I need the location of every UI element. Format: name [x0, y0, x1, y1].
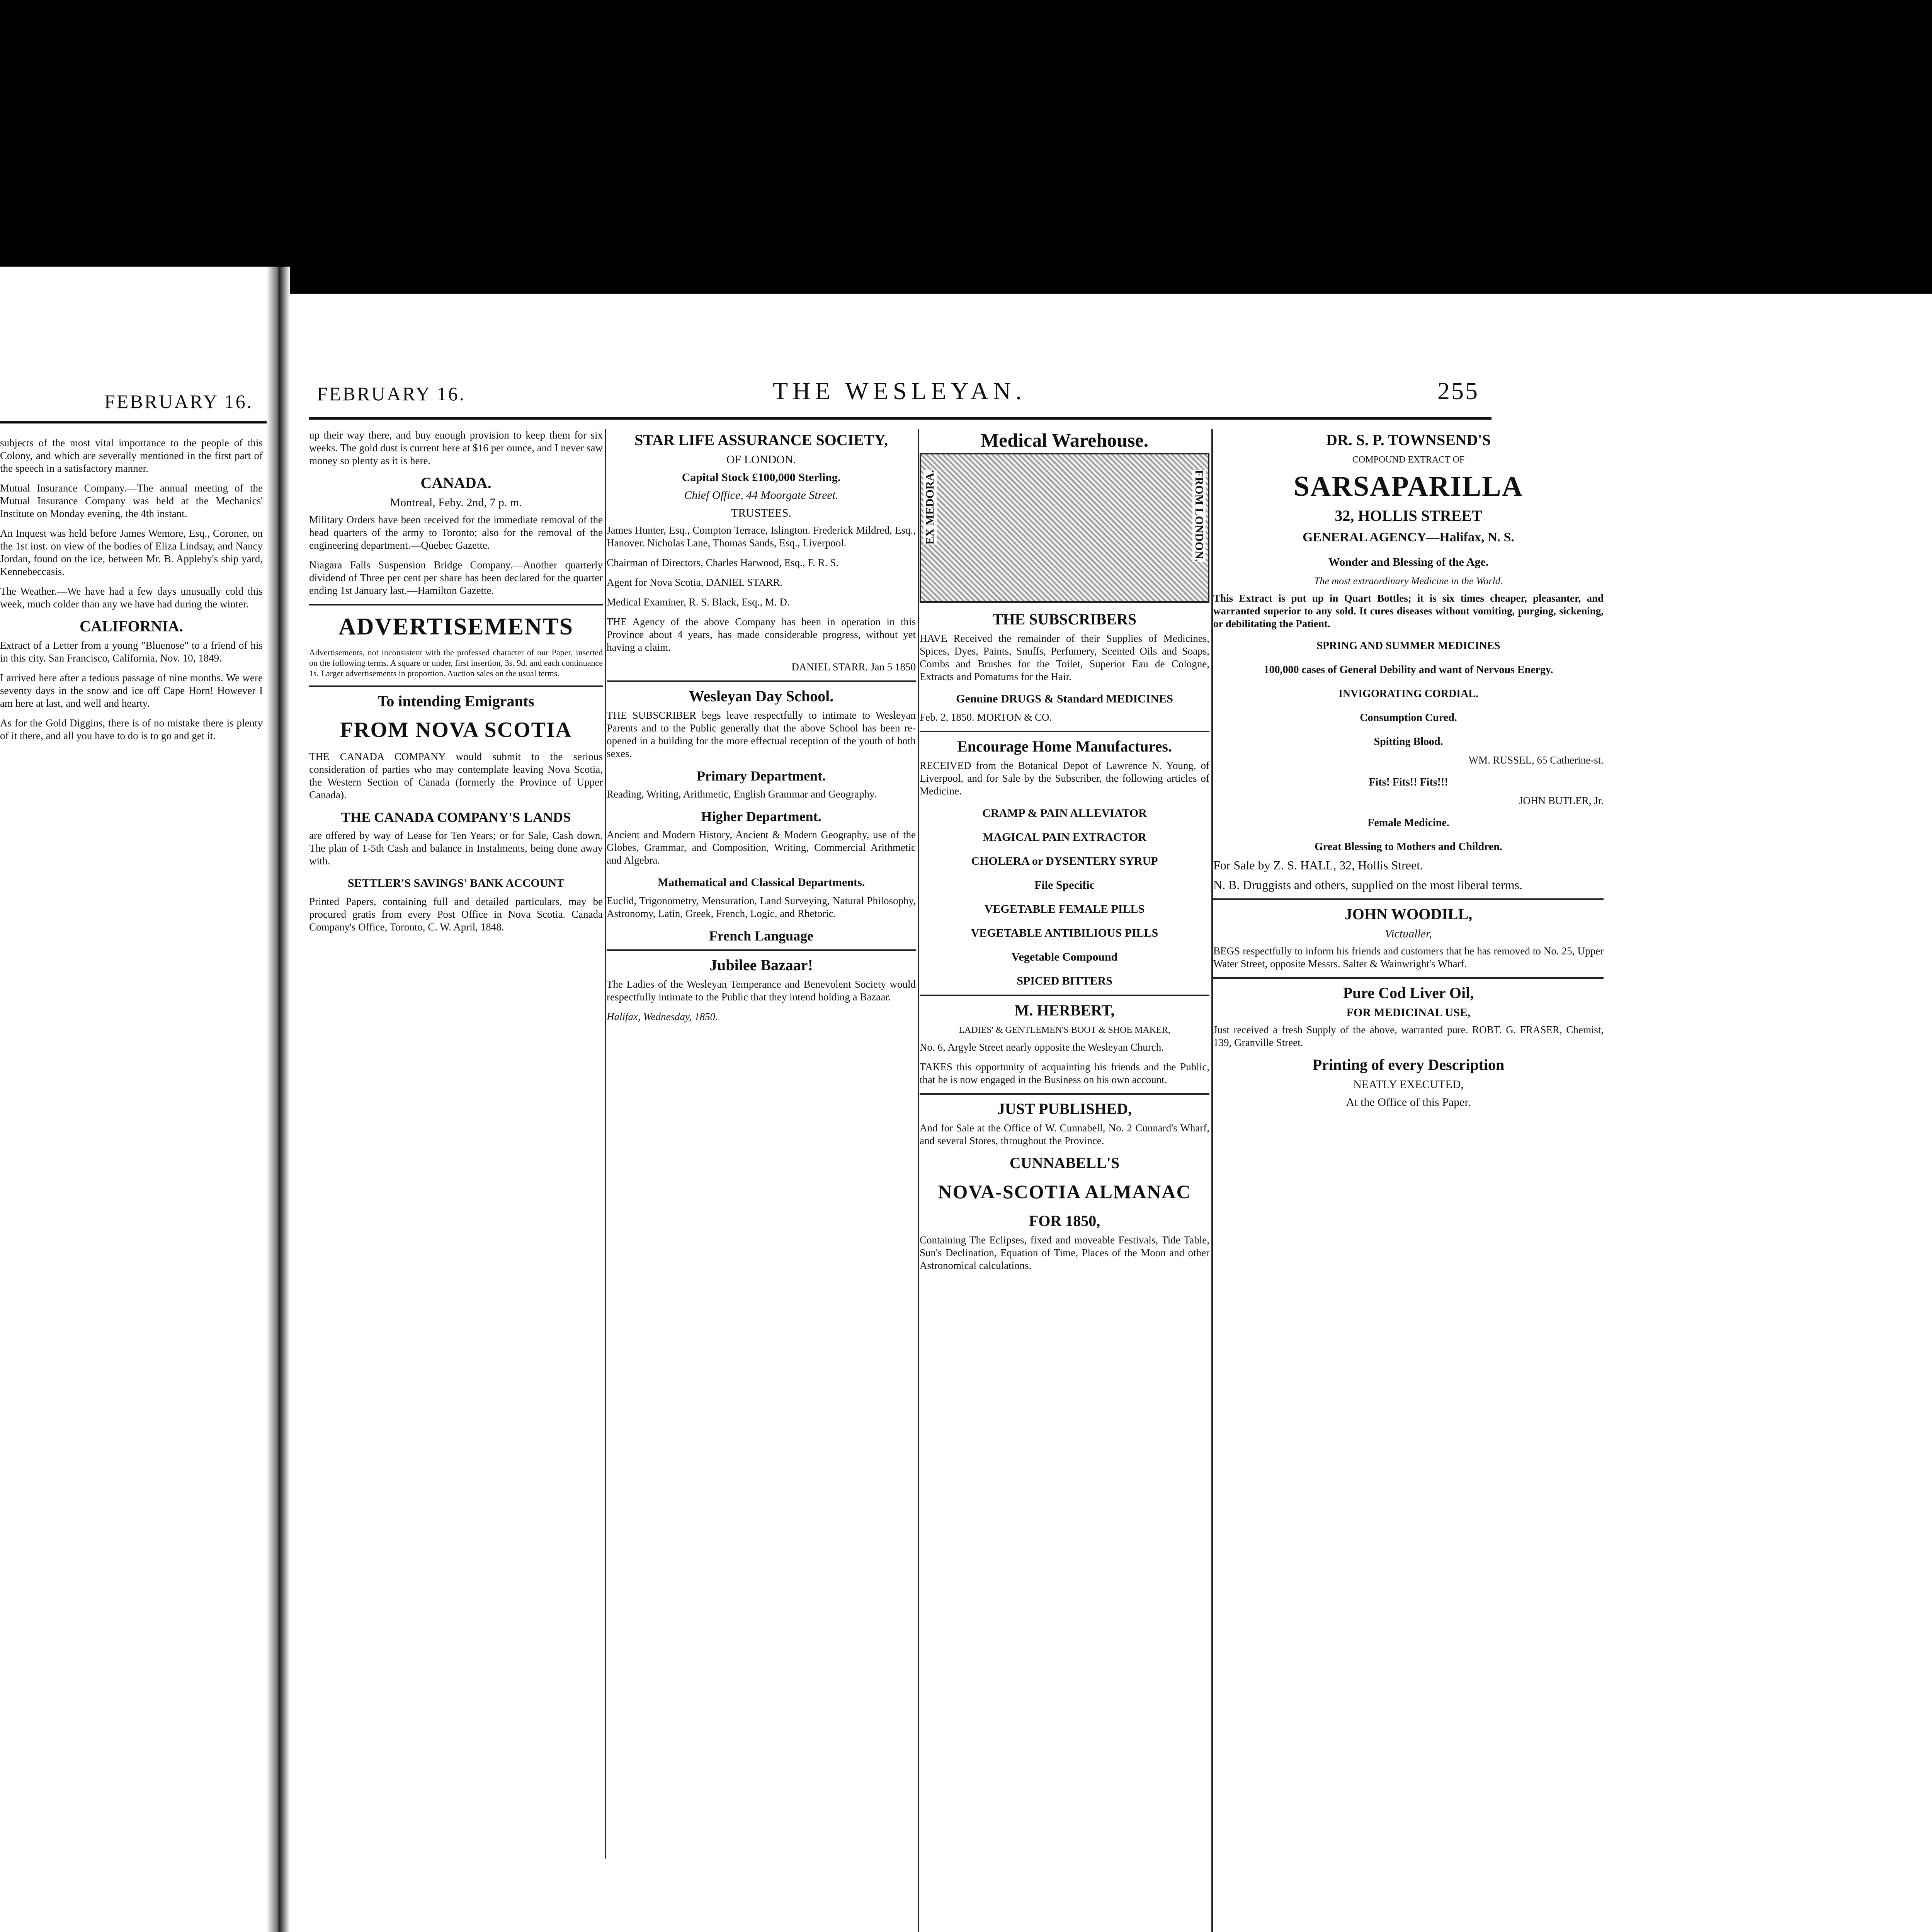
divider: [309, 685, 603, 687]
almanac-title: NOVA-SCOTIA ALMANAC: [938, 1181, 1191, 1202]
encourage-title: Encourage Home Manufactures.: [957, 738, 1172, 755]
header-date: FEBRUARY 16.: [317, 383, 466, 405]
divider: [1213, 977, 1604, 979]
day-school-text: THE SUBSCRIBER begs leave respectfully to intimate to Wesleyan Parents and to the Public generally that the above School has been re-opened in a building for the more effectual reception of the youth of both sexes.: [607, 709, 916, 759]
divider: [920, 731, 1209, 732]
masthead: THE WESLEYAN.: [773, 377, 1027, 405]
cod-liver-text: Just received a fresh Supply of the above, warranted pure. ROBT. G. FRASER, Chemist, 139, Granville Street.: [1213, 1024, 1604, 1048]
column-2: [607, 429, 916, 1932]
divider: [309, 604, 603, 605]
math-text: Euclid, Trigonometry, Mensuration, Land Surveying, Natural Philosophy, Astronomy, Latin, Greek, French, Logic, and Rhetoric.: [607, 895, 916, 919]
left-paragraph: Mutual Insurance Company.—The annual meeting of the Mutual Insurance Company was held at the Mechanics' Institute on Monday evening, the 4th instant.: [0, 482, 263, 519]
left-paragraph: An Inquest was held before James Wemore, Esq., Coroner, on the 1st inst. on view of the bodies of Eliza Lindsay, and Nancy Jordan, found on the ice, between Mr. B. Appleby's ship yard, Kennebeccasis.: [0, 527, 263, 577]
product-name: Vegetable Compound: [1011, 951, 1118, 963]
article-paragraph: up their way there, and buy enough provision to keep them for six weeks. The gold dust is current here at $16 per ounce, and I never saw money so plenty as it is here.: [309, 429, 603, 466]
morton-signoff: Feb. 2, 1850. MORTON & CO.: [920, 711, 1052, 723]
subscribers-text: HAVE Received the remainder of their Supplies of Medicines, Spices, Dyes, Paints, Snuffs, Perfumery, Scented Oils and Soaps, Combs and Brushes for the Toilet, Superior Eau de Cologne, Extracts and Pomatums for the Hair.: [920, 633, 1209, 682]
settler-text: Printed Papers, containing full and detailed particulars, may be procured gratis from every Post Office in Nova Scotia. Canada Company's Office, Toronto, C. W. April, 1848.: [309, 896, 603, 933]
french-language: French Language: [709, 928, 814, 944]
binding-gutter: [267, 267, 290, 1932]
ship-illustration: [920, 453, 1209, 603]
neatly-executed: NEATLY EXECUTED,: [1353, 1078, 1464, 1091]
lands-heading: THE CANADA COMPANY'S LANDS: [341, 810, 571, 825]
compound-extract: COMPOUND EXTRACT OF: [1352, 455, 1465, 465]
townsend-title: DR. S. P. TOWNSEND'S: [1326, 431, 1491, 449]
canada-dateline: Montreal, Feby. 2nd, 7 p. m.: [390, 496, 522, 509]
sarsaparilla-title: SARSAPARILLA: [1293, 471, 1524, 502]
chief-office: Chief Office, 44 Moorgate Street.: [684, 489, 838, 502]
subscribers-heading: THE SUBSCRIBERS: [992, 611, 1137, 628]
product-name: VEGETABLE FEMALE PILLS: [984, 903, 1145, 915]
general-agency: GENERAL AGENCY—Halifax, N. S.: [1303, 530, 1514, 544]
left-paragraph: As for the Gold Diggins, there is of no mistake there is plenty of it there, and all you have to do is to go and get it.: [0, 717, 263, 742]
product-name: CHOLERA or DYSENTERY SYRUP: [971, 855, 1158, 867]
victualler: Victualler,: [1385, 927, 1432, 940]
ex-medora-label: EX MEDORA.: [923, 470, 936, 545]
herbert-subtitle: LADIES' & GENTLEMEN'S BOOT & SHOE MAKER,: [959, 1025, 1170, 1035]
sarsaparilla-text: This Extract is put up in Quart Bottles; it is six times cheaper, pleasanter, and warranted superior to any sold. It cures diseases without vomiting, purging, sickening, or debilitating the Patient.: [1213, 592, 1604, 629]
druggists-note: N. B. Druggists and others, supplied on the most liberal terms.: [1213, 878, 1522, 892]
halifax-dateline: Halifax, Wednesday, 1850.: [607, 1011, 718, 1022]
butler-signature: JOHN BUTLER, Jr.: [1519, 795, 1604, 806]
hollis-street: 32, HOLLIS STREET: [1335, 507, 1482, 524]
cordial-heading: INVIGORATING CORDIAL.: [1338, 688, 1478, 700]
almanac-text: Containing The Eclipses, fixed and moveable Festivals, Tide Table, Sun's Declination, Equation of Time, Places of the Moon and other Astronomical calculations.: [920, 1234, 1209, 1271]
mothers-heading: Great Blessing to Mothers and Children.: [1315, 841, 1502, 853]
cod-liver-title: Pure Cod Liver Oil,: [1343, 984, 1474, 1002]
capital-stock: Capital Stock £100,000 Sterling.: [682, 471, 841, 484]
star-life-title: STAR LIFE ASSURANCE SOCIETY,: [634, 431, 888, 449]
divider: [920, 995, 1209, 996]
received-text: RECEIVED from the Botanical Depot of Lawrence N. Young, of Liverpool, and for Sale by the Subscriber, the following articles of Medicine.: [920, 760, 1209, 797]
star-life-signature: DANIEL STARR. Jan 5 1850: [791, 661, 916, 673]
jubilee-title: Jubilee Bazaar!: [709, 956, 813, 974]
female-heading: Female Medicine.: [1367, 817, 1449, 829]
lands-text: are offered by way of Lease for Ten Years; or for Sale, Cash down. The plan of 1-5th Cash and balance in Instalments, being done away with.: [309, 830, 603, 867]
divider: [920, 1093, 1209, 1095]
left-paragraph: Extract of a Letter from a young "Bluenose" to a friend of his in this city. San Francisco, California, Nov. 10, 1849.: [0, 639, 263, 664]
examiner-text: Medical Examiner, R. S. Black, Esq., M. D.: [607, 596, 790, 608]
extraordinary-subheading: The most extraordinary Medicine in the World.: [1314, 575, 1503, 587]
product-name: File Specific: [1034, 879, 1095, 891]
higher-heading: Higher Department.: [701, 809, 821, 824]
product-name: SPICED BITTERS: [1017, 975, 1112, 987]
herbert-title: M. HERBERT,: [1014, 1002, 1115, 1019]
settler-heading: SETTLER'S SAVINGS' BANK ACCOUNT: [347, 877, 565, 889]
day-school-title: Wesleyan Day School.: [689, 687, 834, 705]
for-sale-line: For Sale by Z. S. HALL, 32, Hollis Street.: [1213, 858, 1423, 872]
emigrants-text: THE CANADA COMPANY would submit to the serious consideration of parties who may contemplate leaving Nova Scotia, the Western Section of Canada (formerly the Province of Upper Canada).: [309, 751, 603, 801]
cunnabell-title: CUNNABELL'S: [1009, 1154, 1120, 1172]
column-divider: [605, 429, 606, 1859]
product-name: CRAMP & PAIN ALLEVIATOR: [982, 807, 1147, 820]
california-heading: CALIFORNIA.: [80, 617, 183, 635]
chairman-text: Chairman of Directors, Charles Harwood, Esq., F. R. S.: [607, 557, 838, 568]
divider: [607, 949, 916, 951]
star-life-city: OF LONDON.: [726, 453, 796, 466]
just-published: JUST PUBLISHED,: [997, 1100, 1132, 1117]
primary-heading: Primary Department.: [697, 768, 826, 784]
column-3: [920, 429, 1209, 1932]
fits-heading: Fits! Fits!! Fits!!!: [1369, 776, 1448, 788]
star-life-body: THE Agency of the above Company has been in operation in this Province about 4 years, has made considerable progress, without yet having a claim.: [607, 616, 916, 653]
header-rule: [309, 417, 1492, 420]
column-1: [309, 429, 603, 1932]
almanac-year: FOR 1850,: [1029, 1212, 1100, 1230]
herbert-text: TAKES this opportunity of acquainting his friends and the Public, that he is now engaged in the Business on his own account.: [920, 1061, 1209, 1085]
divider: [607, 680, 916, 682]
canada-heading: CANADA.: [420, 474, 492, 492]
divider: [1213, 898, 1604, 900]
agent-text: Agent for Nova Scotia, DANIEL STARR.: [607, 577, 783, 588]
printing-title: Printing of every Description: [1312, 1056, 1505, 1073]
emigrants-title: FROM NOVA SCOTIA: [340, 718, 572, 742]
column-divider: [1211, 429, 1213, 1932]
math-heading: Mathematical and Classical Departments.: [657, 876, 865, 889]
column-4: [1213, 429, 1604, 1932]
left-paragraph: The Weather.—We have had a few days unusually cold this week, much colder than any we have had during the winter.: [0, 585, 263, 610]
consumption-heading: Consumption Cured.: [1360, 712, 1457, 724]
trustees-heading: TRUSTEES.: [731, 507, 791, 519]
just-published-text: And for Sale at the Office of W. Cunnabell, No. 2 Cunnard's Wharf, and several Stores, throughout the Province.: [920, 1122, 1209, 1146]
cod-liver-sub: FOR MEDICINAL USE,: [1346, 1006, 1471, 1019]
russel-signature: WM. RUSSEL, 65 Catherine-st.: [1468, 754, 1604, 766]
wonder-heading: Wonder and Blessing of the Age.: [1328, 556, 1489, 568]
product-name: VEGETABLE ANTIBILIOUS PILLS: [971, 927, 1158, 939]
woodill-title: JOHN WOODILL,: [1344, 905, 1473, 923]
niagara-text: Niagara Falls Suspension Bridge Company.—Another quarterly dividend of Three per cent per share has been declared for the quarter ending 1st January last.—Hamilton Gazette.: [309, 559, 603, 596]
from-london-label: FROM LONDON.: [1193, 470, 1206, 562]
left-column: [0, 437, 263, 1932]
product-name: MAGICAL PAIN EXTRACTOR: [983, 831, 1146, 844]
primary-text: Reading, Writing, Arithmetic, English Grammar and Geography.: [607, 788, 877, 800]
spitting-heading: Spitting Blood.: [1374, 736, 1443, 748]
canada-text: Military Orders have been received for the immediate removal of the head quarters of the army to Toronto; also for the removal of the engineering department.—Quebec Gazette.: [309, 514, 603, 551]
trustees-text: James Hunter, Esq., Compton Terrace, Islington. Frederick Mildred, Esq., Hanover. Nicholas Lane, Thomas Sands, Esq., Liverpool.: [607, 524, 916, 549]
debility-heading: 100,000 cases of General Debility and want of Nervous Energy.: [1264, 664, 1553, 676]
column-divider: [918, 429, 919, 1932]
higher-text: Ancient and Modern History, Ancient & Modern Geography, use of the Globes, Grammar, and Composition, Writing, Commercial Arithmetic and Algebra.: [607, 829, 916, 866]
emigrants-kicker: To intending Emigrants: [378, 692, 534, 710]
left-paragraph: I arrived here after a tedious passage of nine months. We were seventy days in the snow and ice off Cape Horn! However I am here at last, and well and hearty.: [0, 672, 263, 709]
left-paragraph: subjects of the most vital importance to the people of this Colony, and which are severally mentioned in the first part of the speech in a satisfactory manner.: [0, 437, 263, 474]
advert-terms: Advertisements, not inconsistent with the professed character of our Paper, inserted on the following terms. A square or under, first insertion, 3s. 9d. and each continuance 1s. Larger advertisements in proportion. Auction sales on the usual terms.: [309, 648, 603, 678]
genuine-drugs: Genuine DRUGS & Standard MEDICINES: [956, 692, 1173, 705]
advertisements-heading: ADVERTISEMENTS: [338, 614, 574, 640]
page-number: 255: [1437, 377, 1479, 405]
office-line: At the Office of this Paper.: [1346, 1096, 1471, 1109]
left-header-rule: [0, 421, 267, 423]
herbert-address: No. 6, Argyle Street nearly opposite the Wesleyan Church.: [920, 1041, 1164, 1053]
spring-heading: SPRING AND SUMMER MEDICINES: [1316, 640, 1500, 652]
medical-warehouse-title: Medical Warehouse.: [980, 429, 1149, 451]
woodill-text: BEGS respectfully to inform his friends and customers that he has removed to No. 25, Upper Water Street, opposite Messrs. Salter & Wainwright's Wharf.: [1213, 945, 1604, 969]
jubilee-text: The Ladies of the Wesleyan Temperance and Benevolent Society would respectfully intimate to the Public that they intend holding a Bazaar.: [607, 978, 916, 1003]
left-page-date: FEBRUARY 16.: [104, 391, 253, 412]
